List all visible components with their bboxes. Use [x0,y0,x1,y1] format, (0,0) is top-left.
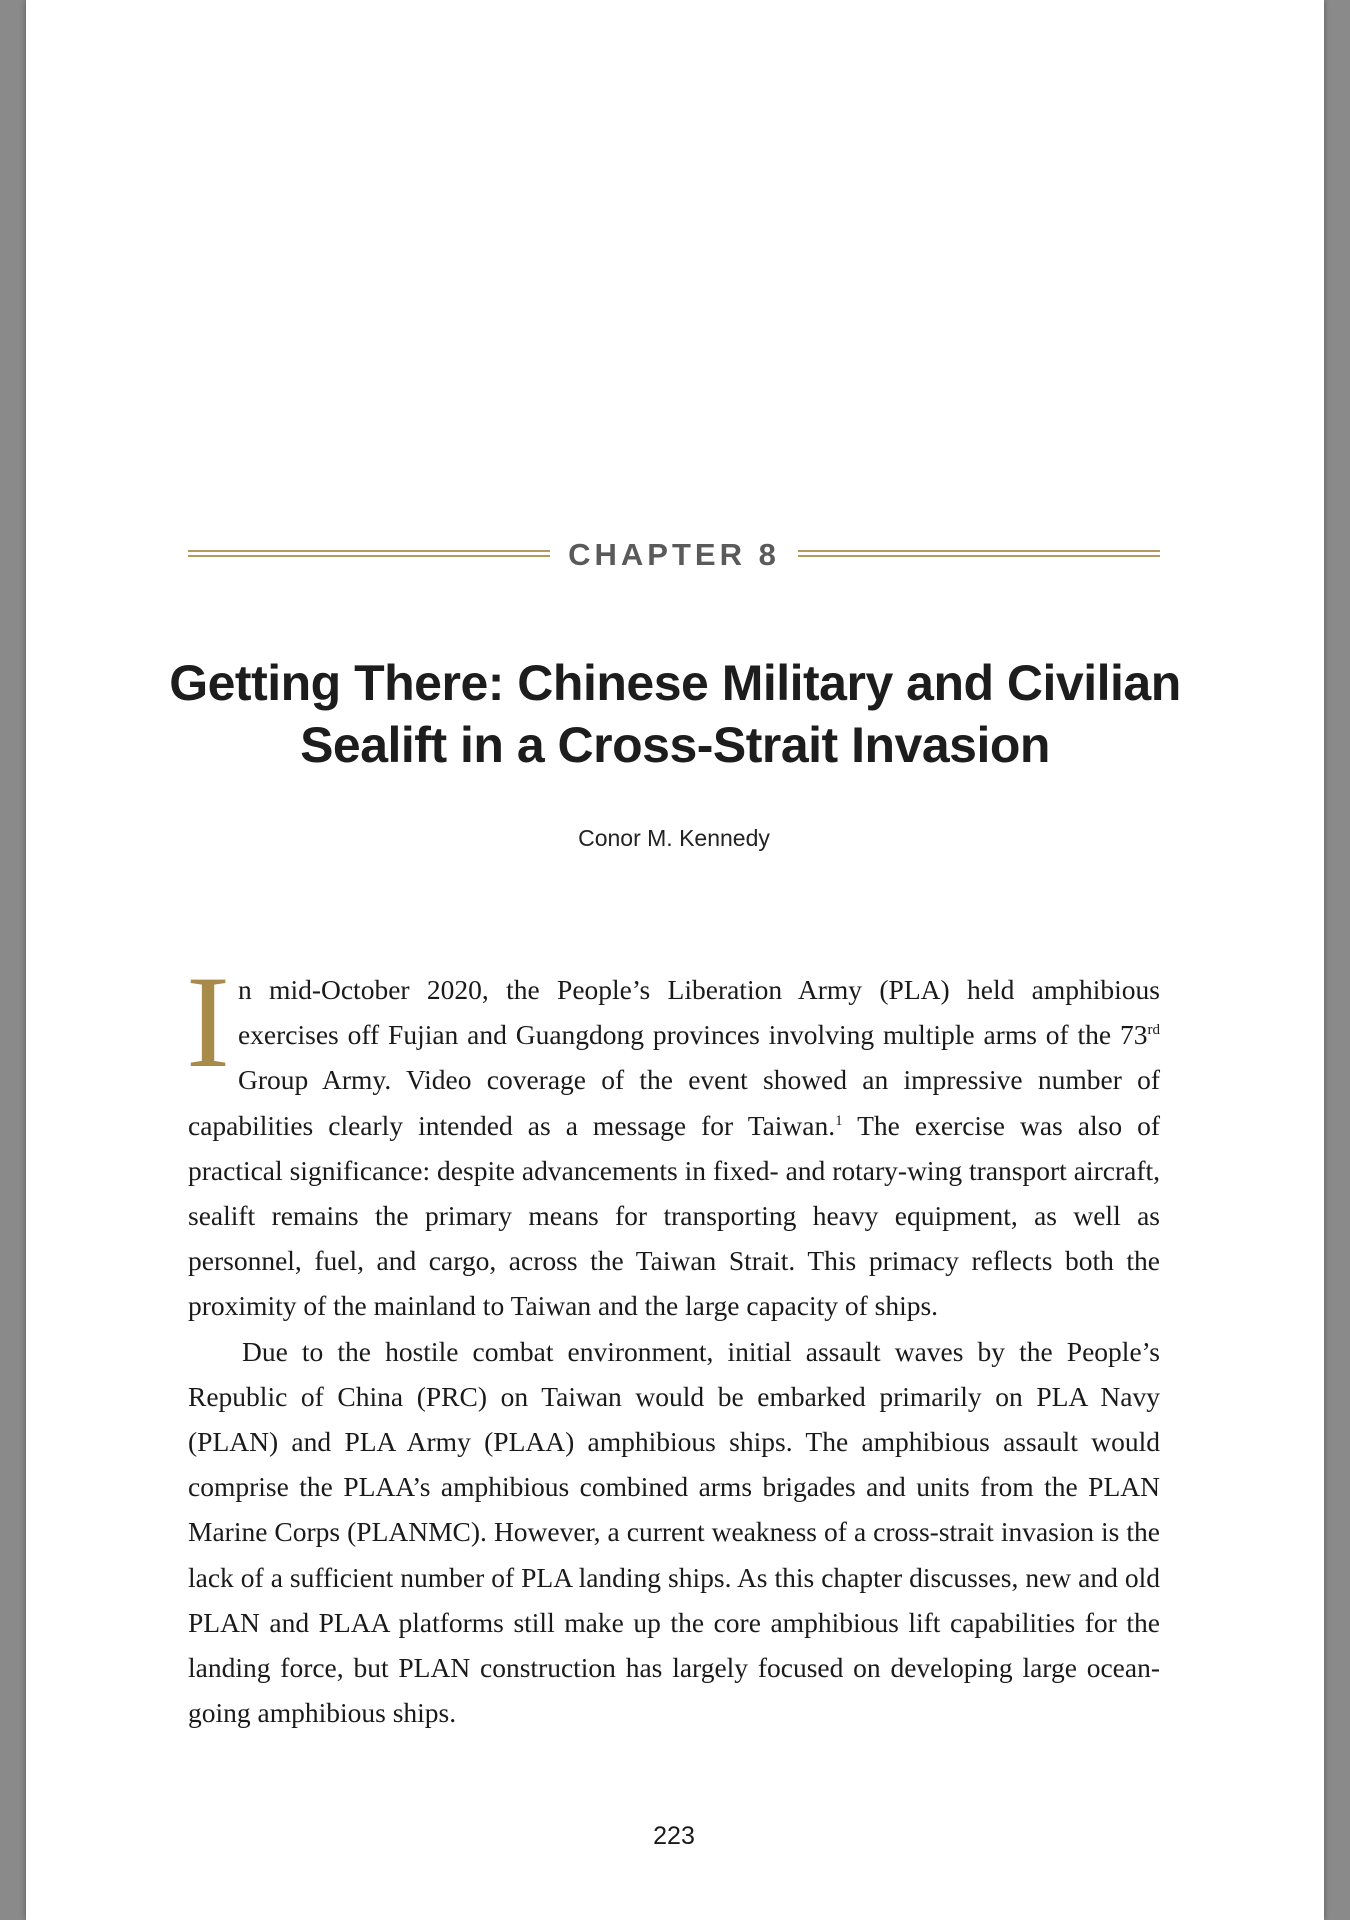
page-number: 223 [653,1822,695,1850]
paragraph-2: Due to the hostile combat environment, initial assault waves by the People’s Republic of China (PRC) on Taiwan would be embarked primarily on PLA Navy (PLAN) and PLA Army (PLAA) amphibious ships. The amphibious assault would comprise the PLAA’s amphibious combined arms brigades and units from the PLAN Marine Corps (PLANMC). However, a current weakness of a cross-strait invasion is the lack of a sufficient number of PLA landing ships. As this chapter discusses, new and old PLAN and PLAA platforms still make up the core amphibious lift capabilities for the landing force, but PLAN construction has largely focused on developing large ocean-going amphibious ships. [188,1335,1160,1729]
author-name: Conor M. Kennedy [578,825,770,851]
drop-cap: I [186,948,230,1095]
chapter-rule-right [798,550,1160,557]
chapter-rule-left [188,550,550,557]
footnote-marker[interactable]: 1 [835,1112,843,1129]
ordinal-superscript: rd [1147,1022,1160,1039]
paragraph-1-part-3: The exercise was also of practical significance: despite advancements in fixed- and rotary-wing transport aircraft, sealift remains the primary means for transporting heavy equipment, as well as personnel, fuel, and cargo, across the Taiwan Strait. This primacy reflects both the proximity of the mainland to Taiwan and the large capacity of ships. [188,1109,1160,1322]
chapter-title [146,652,1204,776]
chapter-title-line-1: Getting There: Chinese Military and Civilian [169,655,1181,711]
paragraph-1-part-1: n mid-October 2020, the People’s Liberation Army (PLA) held amphibious exercises off Fujian and Guangdong provinces involving multiple arms of the 73 [237,974,1160,1051]
document-page [26,0,1324,1920]
paragraph-1-part-2: Group Army. Video coverage of the event showed an impressive number of capabilities clearly intended as a message for Taiwan. [188,1064,1160,1141]
chapter-label: CHAPTER 8 [568,537,780,572]
paragraph-1 [186,948,1160,1329]
chapter-heading [188,535,1160,575]
chapter-title-line-2: Sealift in a Cross-Strait Invasion [300,717,1050,773]
body-text [186,948,1160,1735]
